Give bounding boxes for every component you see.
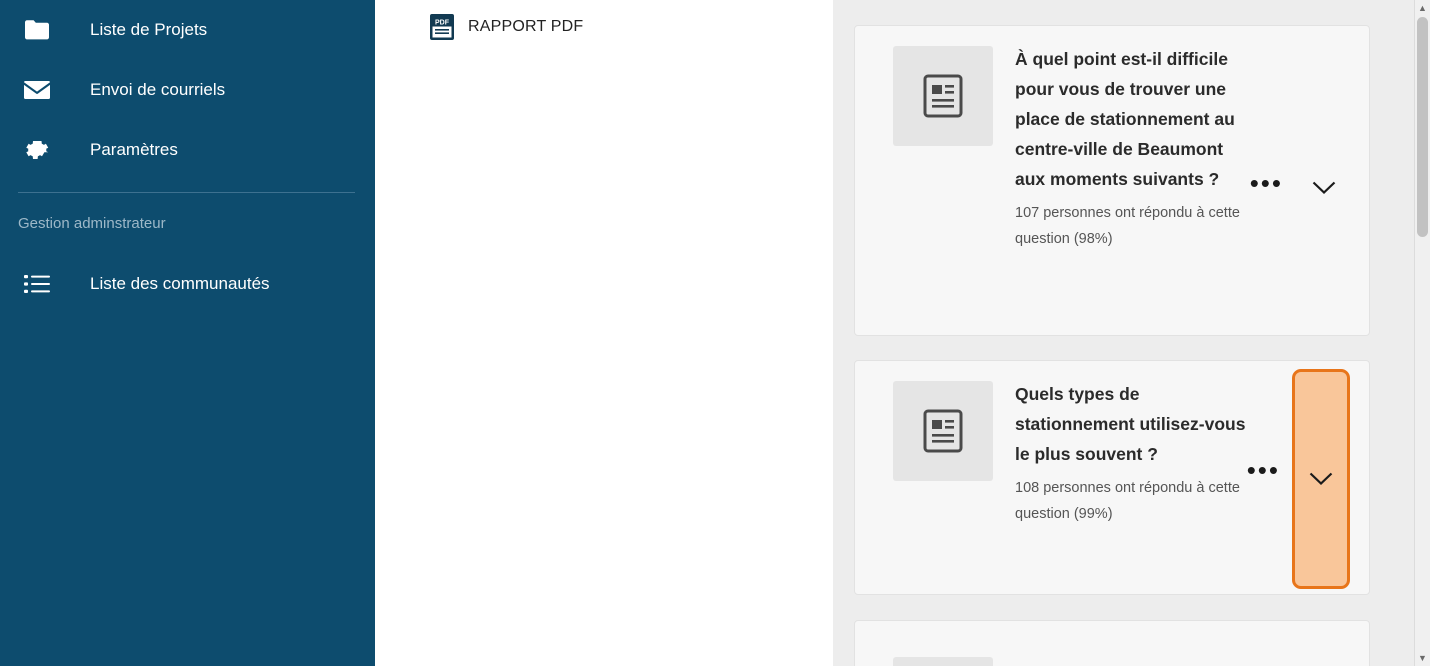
sidebar-item-liste-de-projets[interactable]: [0, 0, 375, 60]
chevron-down-icon: [1312, 181, 1336, 195]
question-text-block: [1015, 44, 1247, 252]
question-card[interactable]: [854, 25, 1370, 336]
scroll-up-arrow[interactable]: ▲: [1418, 3, 1427, 13]
question-text-block: [1015, 379, 1247, 527]
question-title: Quels types de stationnement utilisez-vous le plus souvent ?: [1015, 384, 1246, 464]
sidebar-item-label: Liste de Projets: [90, 20, 208, 39]
scrollbar-thumb[interactable]: [1417, 17, 1428, 237]
center-column: [375, 0, 833, 666]
question-thumbnail: [893, 46, 993, 146]
question-response-count: 107 personnes ont répondu à cette question (98%): [1015, 205, 1240, 247]
gear-icon: [20, 133, 54, 167]
question-thumbnail: [893, 381, 993, 481]
more-options-icon[interactable]: •••: [1249, 168, 1283, 198]
sidebar-item-label: Paramètres: [90, 140, 178, 159]
expand-toggle[interactable]: [1295, 168, 1353, 208]
question-card[interactable]: [854, 620, 1370, 666]
sidebar-item-envoi-de-courriels[interactable]: [0, 60, 375, 120]
pdf-icon: [430, 14, 454, 40]
questions-panel: [833, 0, 1414, 666]
question-actions: [1247, 369, 1350, 589]
question-card[interactable]: [854, 360, 1370, 595]
svg-text:PDF: PDF: [435, 19, 449, 27]
folder-icon: [20, 13, 54, 47]
list-icon: [20, 267, 54, 301]
question-actions: [1250, 168, 1353, 208]
sidebar-item-liste-des-communautes[interactable]: [0, 254, 375, 314]
pdf-report-label: RAPPORT PDF: [468, 18, 584, 35]
pdf-report-row[interactable]: [375, 0, 833, 40]
sidebar-section-label: Gestion adminstrateur: [18, 215, 166, 232]
sidebar: [0, 0, 375, 666]
sidebar-item-parametres[interactable]: [0, 120, 375, 180]
document-icon: [923, 409, 963, 453]
more-options-icon[interactable]: •••: [1246, 455, 1280, 485]
sidebar-item-label: Envoi de courriels: [90, 80, 226, 99]
question-response-count: 108 personnes ont répondu à cette question (99%): [1015, 480, 1240, 522]
question-title: À quel point est-il difficile pour vous de trouver une place de stationnement au centre-ville de Beaumont aux moments suivants ?: [1015, 49, 1235, 189]
sidebar-item-label: Liste des communautés: [90, 274, 270, 293]
expand-toggle[interactable]: [1292, 369, 1350, 589]
page-scrollbar[interactable]: [1414, 0, 1430, 666]
document-icon: [923, 74, 963, 118]
chevron-down-icon: [1309, 472, 1333, 486]
scroll-down-arrow[interactable]: ▼: [1418, 653, 1427, 663]
sidebar-divider: [18, 192, 355, 193]
envelope-icon: [20, 73, 54, 107]
question-thumbnail: [893, 657, 993, 666]
